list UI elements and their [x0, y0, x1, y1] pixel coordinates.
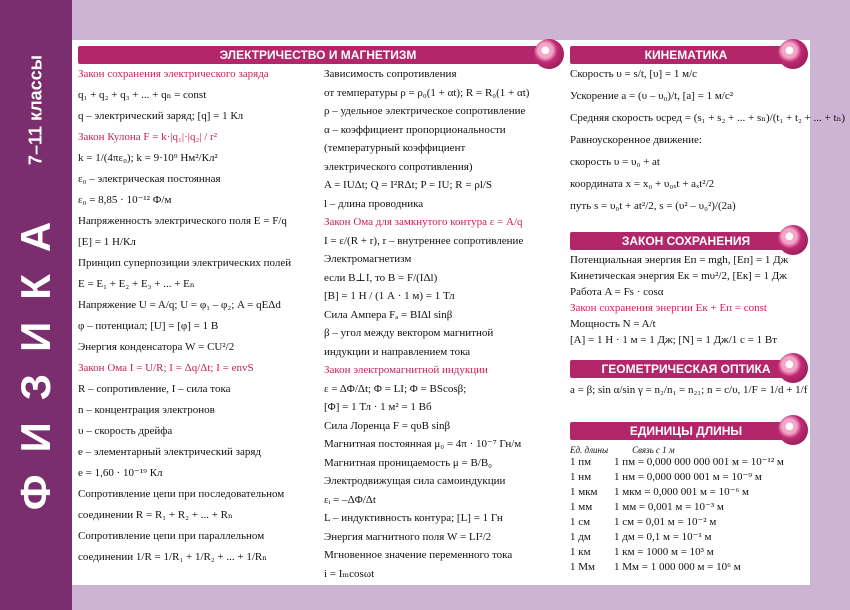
grade-label-box: [8, 40, 64, 180]
units-unit: 1 Мм: [570, 561, 595, 573]
col1-line: Принцип суперпозиции электрических полей: [78, 257, 292, 269]
decorative-ball-icon: [778, 225, 808, 255]
col1-line: Сопротивление цепи при последовательном: [78, 488, 285, 500]
units-unit: 1 мм: [570, 501, 593, 513]
col2-line: A = IUΔt; Q = I²RΔt; P = IU; R = ρl/S: [324, 179, 493, 191]
col1-line: E = E₁ + E₂ + E₃ + ... + Eₙ: [78, 278, 195, 290]
col1-line: e = 1,60 · 10⁻¹⁹ Кл: [78, 467, 163, 479]
col1-line: Закон сохранения электрического заряда: [78, 68, 269, 80]
col1-line: Напряженность электрического поля E = F/q: [78, 215, 287, 227]
section-kinematics-header: [570, 46, 802, 64]
col2-line: [Φ] = 1 Тл · 1 м² = 1 Вб: [324, 401, 432, 413]
units-relation: 1 нм = 0,000 000 001 м = 10⁻⁹ м: [614, 471, 762, 483]
units-row: [570, 561, 802, 574]
col1-line: k = 1/(4πε₀); k = 9·10⁹ Нм²/Кл²: [78, 152, 218, 164]
col2-line: Магнитная проницаемость μ = B/B₀: [324, 456, 493, 469]
col1-line: q – электрический заряд; [q] = 1 Кл: [78, 110, 244, 122]
units-row: [570, 546, 802, 559]
units-row: [570, 531, 802, 544]
units-unit: 1 км: [570, 546, 591, 558]
col2-line: Закон электромагнитной индукции: [324, 364, 488, 376]
col1-line: Энергия конденсатора W = CU²/2: [78, 341, 235, 353]
col1-line: Напряжение U = A/q; U = φ₁ – φ₂; A = qEΔd: [78, 299, 281, 311]
units-relation: 1 мкм = 0,000 001 м = 10⁻⁶ м: [614, 486, 749, 498]
col2-line: [B] = 1 Н / (1 А · 1 м) = 1 Тл: [324, 290, 455, 302]
col1-line: n – концентрация электронов: [78, 404, 215, 416]
kin-line: путь s = υ₀t + at²/2, s = (υ² – υ₀²)/(2a): [570, 200, 736, 212]
section-optics-title: ГЕОМЕТРИЧЕСКАЯ ОПТИКА: [601, 362, 771, 376]
section-conservation-title: ЗАКОН СОХРАНЕНИЯ: [621, 234, 751, 248]
col2-line: Сила Лоренца F = qυB sinβ: [324, 419, 451, 432]
kin-line: скорость υ = υ₀ + at: [570, 156, 660, 168]
col2-line: Электродвижущая сила самоиндукции: [324, 475, 506, 487]
units-unit: 1 пм: [570, 456, 592, 468]
col2-line: индукции и направлением тока: [324, 345, 471, 358]
col2-line: Магнитная постоянная μ₀ = 4π · 10⁻⁷ Гн/м: [324, 438, 522, 450]
kin-line: координата x = x₀ + υ₀ₓt + aₓt²/2: [570, 178, 715, 190]
col1-line: Закон Кулона F = k·|q₁|·|q₂| / r²: [78, 131, 217, 143]
col2-line: ε = ΔΦ/Δt; Φ = LI; Φ = BScosβ;: [324, 382, 467, 395]
cons-line: Работа A = Fs · cosα: [570, 286, 664, 298]
section-units-title: ЕДИНИЦЫ ДЛИНЫ: [629, 424, 743, 438]
units-relation: 1 пм = 0,000 000 000 001 м = 10⁻¹² м: [614, 456, 784, 468]
col2-line: от температуры ρ = ρ₀(1 + αt); R = R₀(1 + αt): [324, 86, 530, 99]
column-electricity-1: [78, 68, 318, 578]
units-table: [570, 444, 802, 584]
col1-line: υ – скорость дрейфа: [78, 425, 173, 437]
subject-title: ФИЗИКА: [12, 199, 59, 511]
col2-line: I = ε/(R + r), r – внутреннее сопротивление: [324, 234, 524, 247]
units-row: [570, 471, 802, 484]
section-electricity-header: [78, 46, 558, 64]
cons-line: Мощность N = A/t: [570, 318, 656, 330]
col2-line: Зависимость сопротивления: [324, 68, 457, 80]
units-relation: 1 дм = 0,1 м = 10⁻¹ м: [614, 531, 712, 543]
optics-line: a = β; sin α/sin γ = n₂/n₁ = n₂₁; n = c/υ, 1/F = 1/d + 1/f: [570, 384, 808, 396]
col2-line: Электромагнетизм: [324, 253, 412, 265]
conservation-list: [570, 254, 802, 354]
units-row: [570, 456, 802, 469]
section-optics-header: [570, 360, 802, 378]
col2-line: если B⊥I, то B = F/(IΔl): [324, 271, 438, 284]
units-header-unit: Ед. длины: [570, 445, 609, 455]
col2-line: l – длина проводника: [324, 197, 424, 210]
col2-line: ρ – удельное электрическое сопротивление: [324, 105, 526, 117]
units-relation: 1 Мм = 1 000 000 м = 10⁶ м: [614, 561, 741, 573]
kin-line: Равноускоренное движение:: [570, 134, 702, 146]
col1-line: Закон Ома I = U/R; I = Δq/Δt; I = envS: [78, 362, 254, 374]
units-relation: 1 см = 0,01 м = 10⁻² м: [614, 516, 717, 528]
units-row: [570, 516, 802, 529]
units-row: [570, 501, 802, 514]
optics-list: [570, 384, 808, 414]
col2-line: Закон Ома для замкнутого контура ε = A/q: [324, 216, 523, 228]
units-header-relation: Связь с 1 м: [632, 445, 675, 455]
decorative-ball-icon: [778, 39, 808, 69]
col1-line: соединении R = R₁ + R₂ + ... + Rₙ: [78, 509, 233, 521]
decorative-ball-icon: [778, 415, 808, 445]
units-relation: 1 км = 1000 м = 10³ м: [614, 546, 714, 558]
units-unit: 1 нм: [570, 471, 592, 483]
col2-line: α – коэффициент пропорциональности: [324, 123, 506, 136]
units-unit: 1 см: [570, 516, 591, 528]
col2-line: электрического сопротивления): [324, 160, 473, 173]
units-unit: 1 дм: [570, 531, 591, 543]
column-electricity-2: [324, 68, 562, 578]
col2-line: β – угол между вектором магнитной: [324, 327, 494, 339]
col2-line: εᵢ = –ΔΦ/Δt: [324, 493, 376, 506]
col2-line: L – индуктивность контура; [L] = 1 Гн: [324, 512, 503, 524]
decorative-ball-icon: [778, 353, 808, 383]
section-kinematics-title: КИНЕМАТИКА: [644, 48, 728, 62]
col2-line: i = Iₘcosωt: [324, 567, 375, 580]
col2-line: (температурный коэффициент: [324, 142, 466, 154]
formula-card: [72, 40, 845, 585]
kin-line: Ускорение a = (υ – υ₀)/t, [a] = 1 м/с²: [570, 90, 734, 102]
cons-line: Кинетическая энергия Eк = mυ²/2, [Eк] = 1 Дж: [570, 270, 787, 282]
units-unit: 1 мкм: [570, 486, 598, 498]
section-electricity-title: ЭЛЕКТРИЧЕСТВО И МАГНЕТИЗМ: [219, 48, 417, 62]
subject-title-box: [8, 199, 64, 511]
cons-line: Закон сохранения энергии Eк + Eп = const: [570, 302, 767, 314]
col1-line: соединении 1/R = 1/R₁ + 1/R₂ + ... + 1/Rₙ: [78, 551, 267, 563]
col2-line: Энергия магнитного поля W = LI²/2: [324, 530, 492, 543]
col1-line: φ – потенциал; [U] = [φ] = 1 В: [78, 320, 219, 332]
col1-line: ε₀ = 8,85 · 10⁻¹² Ф/м: [78, 194, 172, 206]
grade-label: 7–11 классы: [25, 54, 46, 166]
kin-line: Скорость υ = s/t, [υ] = 1 м/с: [570, 68, 698, 80]
units-row: [570, 486, 802, 499]
col1-line: e – элементарный электрический заряд: [78, 446, 261, 458]
col1-line: R – сопротивление, I – сила тока: [78, 383, 231, 395]
col2-line: Сила Ампера Fₐ = BIΔl sinβ: [324, 308, 453, 321]
sidebar: [0, 0, 72, 610]
col2-line: Мгновенное значение переменного тока: [324, 549, 513, 561]
section-conservation-header: [570, 232, 802, 250]
units-relation: 1 мм = 0,001 м = 10⁻³ м: [614, 501, 724, 513]
cons-line: Потенциальная энергия Eп = mgh, [Eп] = 1 Дж: [570, 254, 789, 266]
section-units-header: [570, 422, 802, 440]
cons-line: [A] = 1 Н · 1 м = 1 Дж; [N] = 1 Дж/1 с = 1 Вт: [570, 334, 778, 346]
col1-line: [E] = 1 Н/Кл: [78, 236, 136, 248]
kin-line: Средняя скорость υсред = (s₁ + s₂ + ... + sₙ)/(t₁ + t₂ + ... + tₙ): [570, 112, 845, 124]
col1-line: ε₀ – электрическая постоянная: [78, 173, 221, 185]
decorative-ball-icon: [534, 39, 564, 69]
col1-line: q₁ + q₂ + q₃ + ... + qₙ = const: [78, 89, 207, 101]
kinematics-list: [570, 68, 845, 228]
col1-line: Сопротивление цепи при параллельном: [78, 530, 265, 542]
